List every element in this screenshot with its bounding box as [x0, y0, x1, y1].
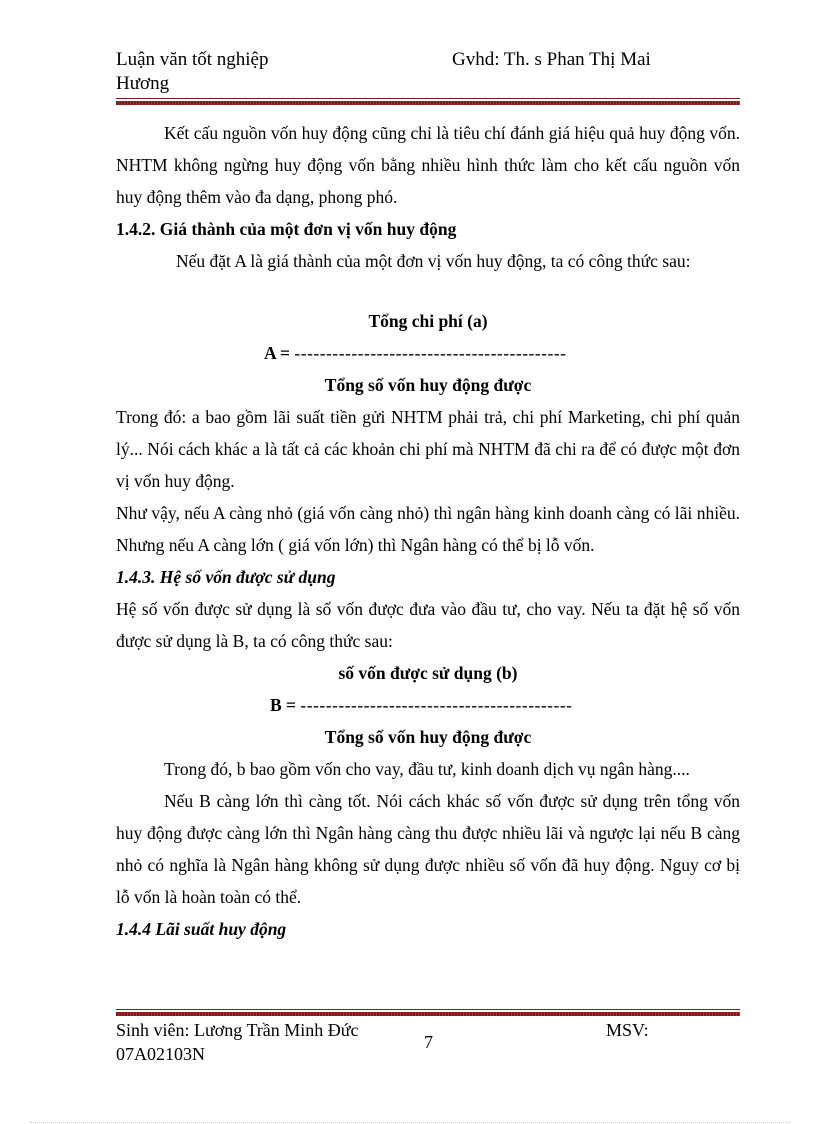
paragraph-usage-implication: Nếu B càng lớn thì càng tốt. Nói cách khác số vốn được sử dụng trên tổng vốn huy động được càng lớn thì Ngân hàng càng thu được nhiều lãi và ngược lại nếu B càng nhỏ có nghĩa là Ngân hàng không sử dụng được nhiều số vốn đã huy động. Nguy cơ bị lỗ vốn là hoàn toàn có thể.	[116, 791, 740, 907]
footer-student: Sinh viên: Lương Trần Minh Đức	[116, 1020, 359, 1040]
paragraph-usage-definition: Trong đó, b bao gồm vốn cho vay, đầu tư, kinh doanh dịch vụ ngân hàng....	[164, 759, 690, 779]
section-heading-1-4-3: 1.4.3. Hệ số vốn được sử dụng	[116, 567, 336, 587]
header-supervisor: Gvhd: Th. s Phan Thị Mai	[452, 49, 651, 70]
header-supervisor-continuation: Hương	[116, 73, 170, 94]
paragraph-cost-definition: Trong đó: a bao gồm lãi suất tiền gửi NHTM phải trả, chi phí Marketing, chi phí quản lý... Nói cách khác a là tất cả các khoản chi phí mà NHTM đã chi ra để có được một đơn vị vốn huy động.	[116, 407, 740, 491]
formula-a-line	[116, 337, 740, 369]
formula-a-numerator: Tổng chi phí (a)	[368, 311, 488, 331]
paragraph-cost-intro: Nếu đặt A là giá thành của một đơn vị vốn huy động, ta có công thức sau:	[176, 251, 691, 271]
formula-b-fraction-bar: -------------------------------------------	[300, 695, 573, 715]
header-title: Luận văn tốt nghiệp	[116, 49, 269, 70]
section-heading-1-4-2: 1.4.2. Giá thành của một đơn vị vốn huy động	[116, 219, 457, 239]
formula-b-numerator: số vốn được sử dụng (b)	[338, 663, 518, 683]
footer-rule	[116, 1009, 740, 1016]
formula-b-lhs: B =	[270, 695, 297, 715]
page-number: 7	[424, 1032, 433, 1052]
formula-b-denominator: Tổng số vốn huy động được	[324, 727, 532, 747]
paragraph-structure: Kết cấu nguồn vốn huy động cũng chỉ là tiêu chí đánh giá hiệu quả huy động vốn. NHTM không ngừng huy động vốn bằng nhiều hình thức làm cho kết cấu nguồn vốn huy động thêm vào đa dạng, phong phó.	[116, 123, 740, 207]
footer-student-id-label: MSV:	[606, 1020, 649, 1040]
formula-b-line	[116, 689, 740, 721]
page-body	[116, 117, 740, 945]
footer-student-id: 07A02103N	[116, 1044, 205, 1064]
formula-a-denominator: Tổng số vốn huy động được	[324, 375, 532, 395]
section-heading-1-4-4: 1.4.4 Lãi suất huy động	[116, 919, 287, 939]
formula-a-lhs: A =	[264, 343, 291, 363]
formula-a-fraction-bar: -------------------------------------------	[294, 343, 567, 363]
paragraph-cost-implication: Như vậy, nếu A càng nhỏ (giá vốn càng nhỏ) thì ngân hàng kinh doanh càng có lãi nhiều. Nhưng nếu A càng lớn ( giá vốn lớn) thì Ngân hàng có thể bị lỗ vốn.	[116, 503, 740, 555]
header-rule	[116, 98, 740, 105]
paragraph-usage-intro: Hệ số vốn được sử dụng là số vốn được đưa vào đầu tư, cho vay. Nếu ta đặt hệ số vốn được sử dụng là B, ta có công thức sau:	[116, 599, 740, 651]
